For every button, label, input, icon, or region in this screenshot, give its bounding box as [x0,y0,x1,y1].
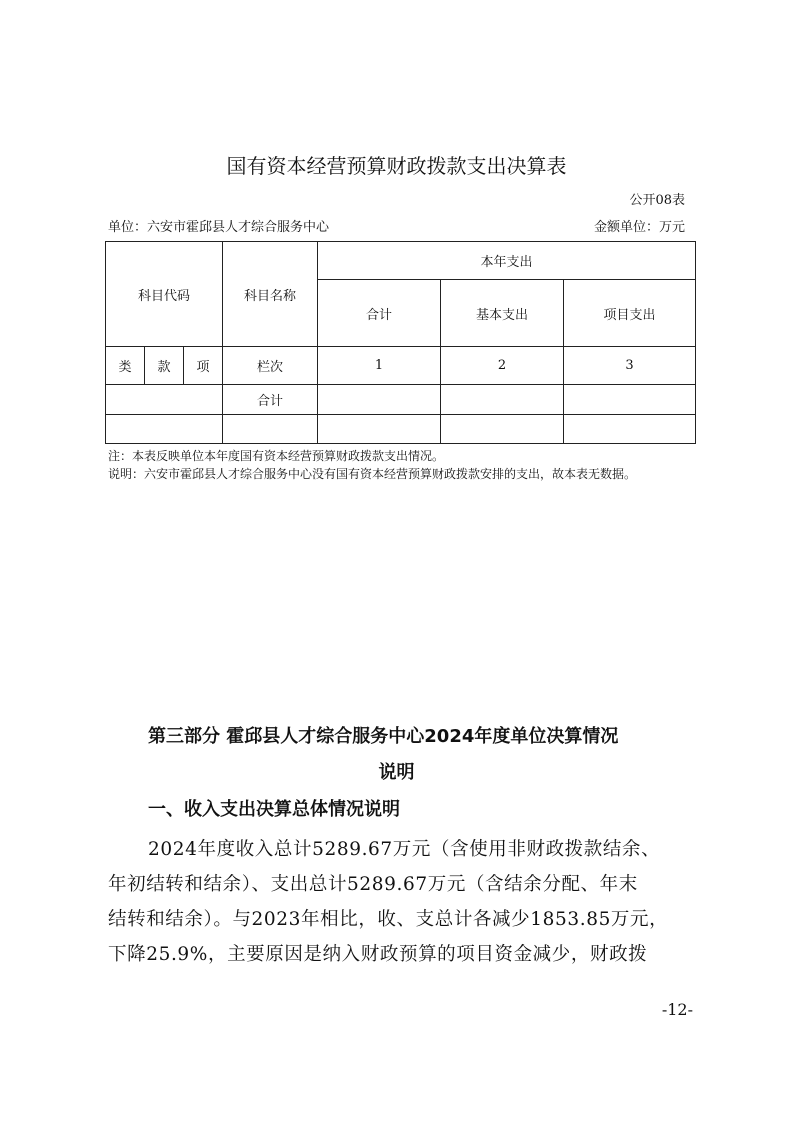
header-total: 合计 [318,280,441,347]
part3-heading-cont: 说明 [378,762,415,783]
header-basic: 基本支出 [441,280,564,347]
header-lanci: 栏次 [223,347,318,385]
header-lei: 类 [106,347,145,385]
header-kuan: 款 [145,347,184,385]
col-2: 2 [441,347,564,385]
unit-label: 单位：六安市霍邱县人才综合服务中心 [108,220,330,235]
expenditure-table [105,241,696,444]
header-code: 科目代码 [106,242,223,347]
col-3: 3 [564,347,696,385]
header-project: 项目支出 [564,280,696,347]
header-current-year: 本年支出 [318,242,696,280]
page-number: -12- [661,1000,693,1019]
table-title: 国有资本经营预算财政拨款支出决算表 [226,154,567,178]
paragraph-line: 结转和结余）。与2023年相比，收、支总计各减少1853.85万元， [108,909,669,930]
header-name: 科目名称 [223,242,318,347]
col-1: 1 [318,347,441,385]
table-row [106,415,696,444]
paragraph-line: 年初结转和结余）、支出总计5289.67万元（含结余分配、年末 [108,874,638,895]
section-heading: 一、收入支出决算总体情况说明 [148,799,400,820]
amount-unit-label: 金额单位：万元 [593,220,685,235]
part3-heading: 第三部分 霍邱县人才综合服务中心2024年度单位决算情况 [148,726,619,747]
table-number: 公开08表 [629,193,685,208]
table-note: 注：本表反映单位本年度国有资本经营预算财政拨款支出情况。 [108,449,445,463]
table-explanation: 说明：六安市霍邱县人才综合服务中心没有国有资本经营预算财政拨款安排的支出，故本表无数据。 [108,467,637,481]
table-row [106,385,696,415]
paragraph-line: 2024年度收入总计5289.67万元（含使用非财政拨款结余、 [148,839,661,860]
sum-row-label: 合计 [223,385,318,415]
header-xiang: 项 [184,347,223,385]
paragraph-line: 下降25.9%，主要原因是纳入财政预算的项目资金减少，财政拨 [108,944,648,965]
